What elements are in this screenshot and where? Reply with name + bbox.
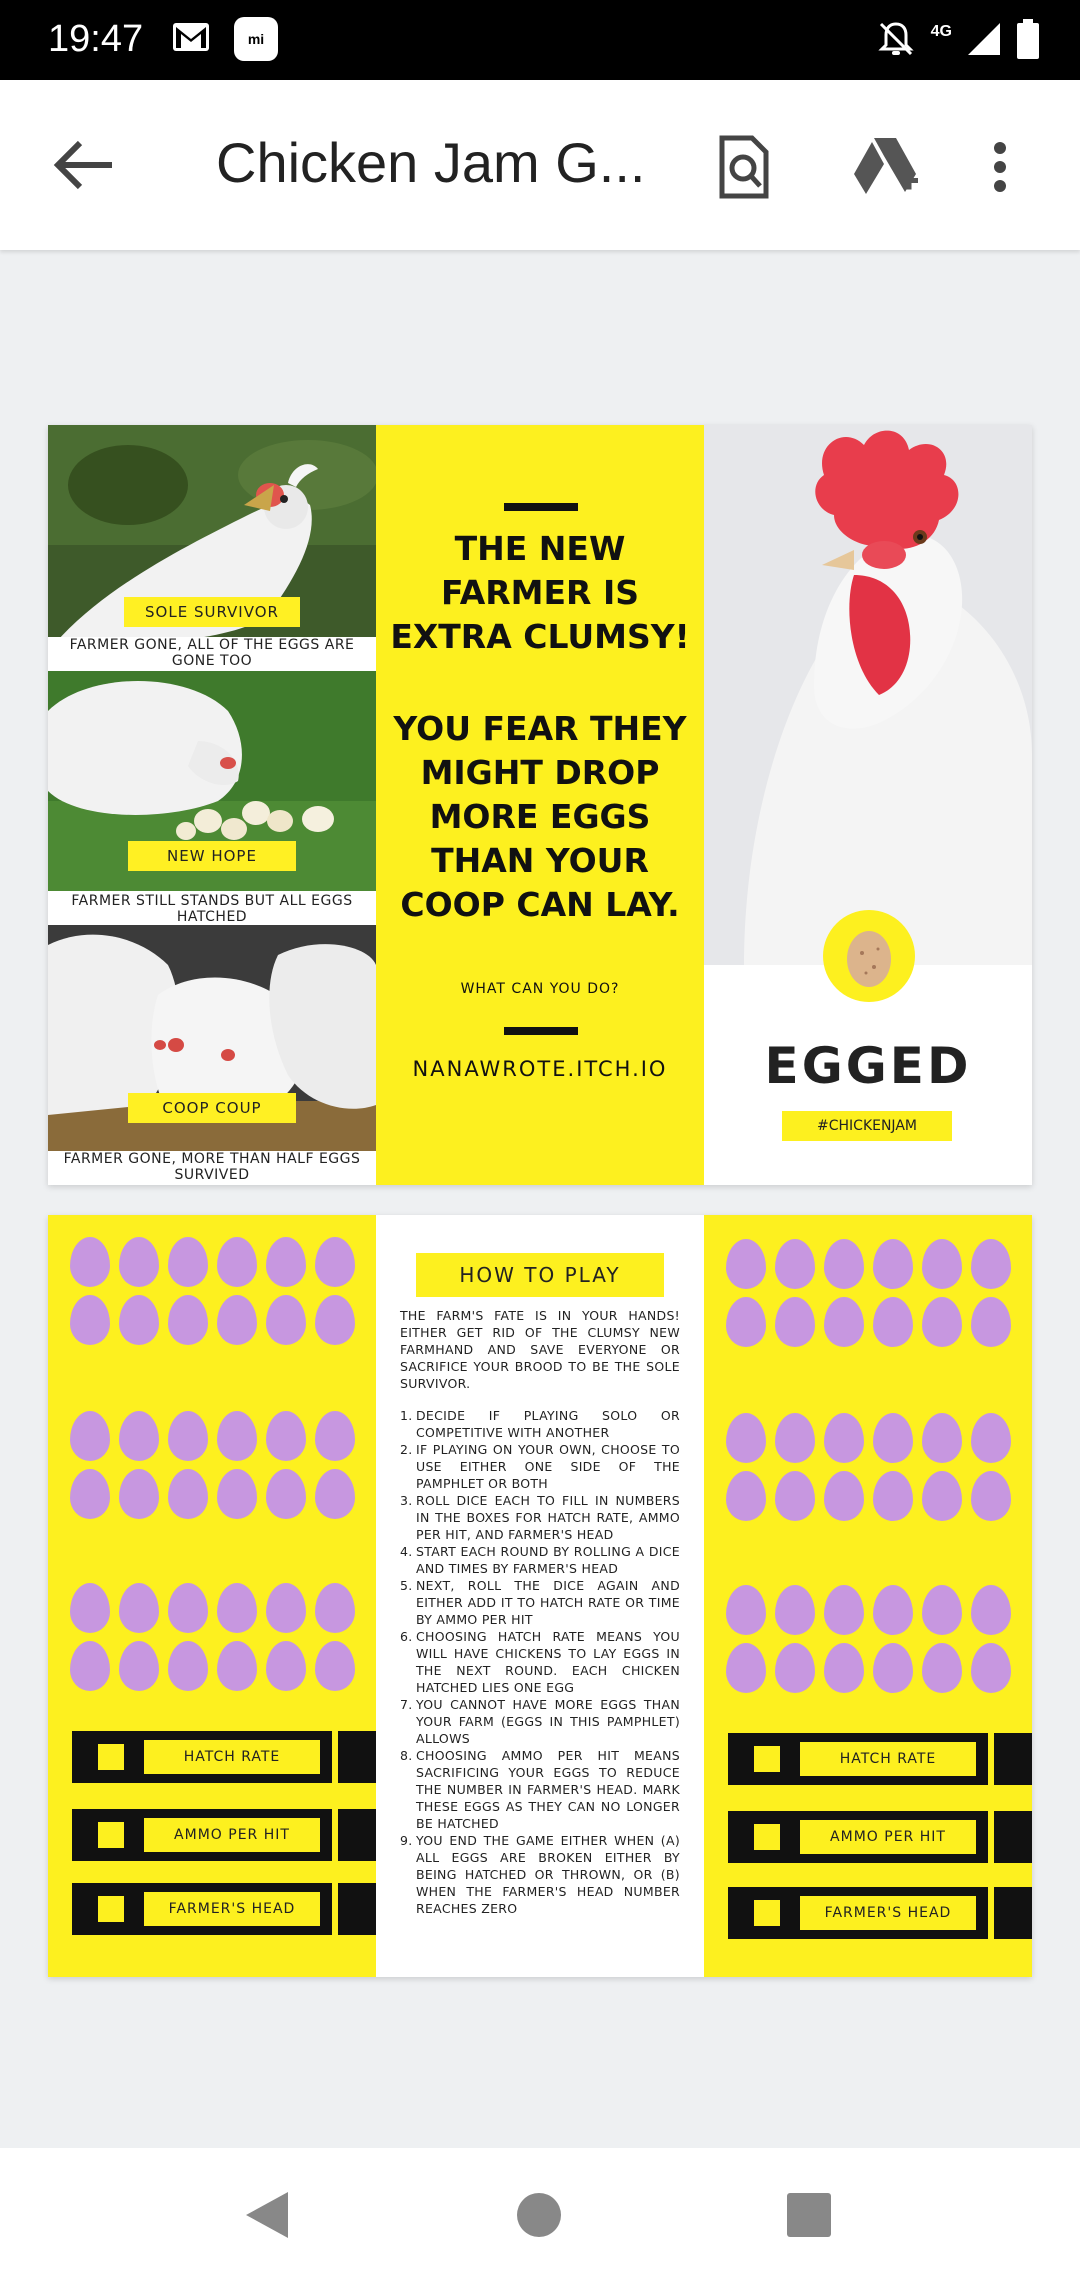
more-vert-icon[interactable] — [980, 132, 1020, 202]
mi-label: mi — [247, 31, 265, 47]
rule-item: 3. ROLL DICE EACH TO FILL IN NUMBERS IN THE BOXES FOR HATCH RATE, AMMO PER HIT, AND FARMER'S HEAD — [400, 1493, 680, 1542]
stat-value-box[interactable] — [98, 1822, 124, 1848]
battery-icon — [1016, 18, 1040, 60]
ending-caption: FARMER STILL STANDS BUT ALL EGGS HATCHED — [48, 893, 376, 925]
egg-checkbox[interactable] — [971, 1471, 1011, 1521]
photo-coop-coup — [48, 925, 376, 1185]
egg-checkbox[interactable] — [873, 1585, 913, 1635]
egg-checkbox[interactable] — [971, 1643, 1011, 1693]
egg-checkbox[interactable] — [922, 1643, 962, 1693]
egg-checkbox[interactable] — [922, 1297, 962, 1347]
egg-checkbox[interactable] — [168, 1641, 208, 1691]
headline-clumsy: THE NEW FARMER IS EXTRA CLUMSY! — [390, 529, 690, 656]
stat-row-ammo — [728, 1811, 988, 1863]
egg-checkbox[interactable] — [971, 1413, 1011, 1463]
egg-checkbox[interactable] — [922, 1239, 962, 1289]
rule-item: 9. YOU END THE GAME EITHER WHEN (A) ALL EGGS ARE BROKEN EITHER BY BEING HATCHED OR THROWN, OR (B) WHEN THE FARMER'S HEAD NUMBER REACHES ZERO — [400, 1833, 680, 1916]
egg-tracker-right — [704, 1215, 1032, 1977]
chicken-photo-2 — [48, 671, 376, 925]
intro-text: THE FARM'S FATE IS IN YOUR HANDS! EITHER GET RID OF THE CLUMSY NEW FARMHAND AND SAVE EVERYONE OR SACRIFICE YOUR BROOD TO BE THE SOLE SURVIVOR. — [400, 1308, 680, 1391]
egg-checkbox[interactable] — [266, 1583, 306, 1633]
egg-checkbox[interactable] — [824, 1239, 864, 1289]
egg-checkbox[interactable] — [922, 1413, 962, 1463]
egg-checkbox[interactable] — [922, 1471, 962, 1521]
egg-checkbox[interactable] — [217, 1411, 257, 1461]
system-nav-bar — [0, 2148, 1080, 2280]
egg-checkbox[interactable] — [168, 1583, 208, 1633]
stat-label: HATCH RATE — [800, 1742, 976, 1776]
egg-checkbox[interactable] — [315, 1469, 355, 1519]
stat-value-box[interactable] — [754, 1900, 780, 1926]
egg-checkbox[interactable] — [119, 1641, 159, 1691]
egg-checkbox[interactable] — [873, 1643, 913, 1693]
ending-tag: NEW HOPE — [128, 841, 296, 871]
headline-fear: YOU FEAR THEY MIGHT DROP MORE EGGS THAN YOUR COOP CAN LAY. — [393, 709, 687, 924]
cover-panel — [704, 425, 1032, 1185]
mi-app-icon — [234, 17, 278, 61]
pamphlet-page-front — [48, 425, 1032, 1185]
egg-checkbox[interactable] — [971, 1297, 1011, 1347]
photo-sole-survivor — [48, 425, 376, 671]
ending-tag: SOLE SURVIVOR — [124, 597, 300, 627]
add-to-drive-icon[interactable] — [850, 132, 920, 202]
egg-checkbox[interactable] — [824, 1297, 864, 1347]
rule-item: 6. CHOOSING HATCH RATE MEANS YOU WILL HAVE CHICKENS TO LAY EGGS IN THE NEXT ROUND. EACH CHICKEN HATCHED LIES ONE EGG — [400, 1629, 680, 1695]
stat-value-box[interactable] — [98, 1744, 124, 1770]
egg-checkbox[interactable] — [168, 1237, 208, 1287]
app-bar — [0, 80, 1080, 250]
egg-checkbox[interactable] — [824, 1643, 864, 1693]
egg-checkbox[interactable] — [266, 1237, 306, 1287]
stat-value-box[interactable] — [754, 1746, 780, 1772]
stat-row-extension — [338, 1731, 376, 1783]
egg-checkbox[interactable] — [119, 1411, 159, 1461]
stat-row-farmers-head — [72, 1883, 332, 1935]
egg-checkbox[interactable] — [873, 1471, 913, 1521]
egg-checkbox[interactable] — [873, 1413, 913, 1463]
egg-checkbox[interactable] — [971, 1585, 1011, 1635]
egg-checkbox[interactable] — [119, 1295, 159, 1345]
divider — [504, 503, 578, 511]
nav-recents-icon[interactable] — [786, 2192, 832, 2238]
headline-panel — [376, 425, 704, 1185]
egg-tracker-left — [48, 1215, 376, 1977]
stat-row-extension — [994, 1887, 1032, 1939]
egg-checkbox[interactable] — [119, 1583, 159, 1633]
stat-row-ammo — [72, 1809, 332, 1861]
signal-icon — [966, 21, 1002, 57]
egg-checkbox[interactable] — [266, 1295, 306, 1345]
egg-checkbox[interactable] — [70, 1641, 110, 1691]
stat-row-extension — [994, 1811, 1032, 1863]
ending-tag: COOP COUP — [128, 1093, 296, 1123]
rule-item: 4. START EACH ROUND BY ROLLING A DICE AND TIMES BY FARMER'S HEAD — [400, 1544, 680, 1576]
nav-home-icon[interactable] — [516, 2192, 562, 2238]
status-icons — [875, 18, 1040, 60]
status-bar — [0, 0, 1080, 80]
egg-checkbox[interactable] — [70, 1411, 110, 1461]
egg-checkbox[interactable] — [775, 1643, 815, 1693]
egg-checkbox[interactable] — [168, 1411, 208, 1461]
network-type: 4G — [930, 23, 952, 40]
egg-checkbox[interactable] — [315, 1641, 355, 1691]
egg-checkbox[interactable] — [726, 1239, 766, 1289]
egg-checkbox[interactable] — [266, 1411, 306, 1461]
egg-checkbox[interactable] — [315, 1295, 355, 1345]
egg-checkbox[interactable] — [315, 1411, 355, 1461]
stat-value-box[interactable] — [98, 1896, 124, 1922]
nav-back-icon[interactable] — [244, 2190, 290, 2240]
stat-label: FARMER'S HEAD — [144, 1892, 320, 1926]
stat-row-extension — [338, 1809, 376, 1861]
egg-checkbox[interactable] — [70, 1583, 110, 1633]
egg-checkbox[interactable] — [266, 1469, 306, 1519]
document-title: Chicken Jam G... — [216, 131, 646, 194]
egg-checkbox[interactable] — [266, 1641, 306, 1691]
stat-label: AMMO PER HIT — [800, 1820, 976, 1854]
egg-checkbox[interactable] — [873, 1297, 913, 1347]
egg-emblem-icon — [822, 909, 916, 1003]
photo-new-hope — [48, 671, 376, 925]
egg-checkbox[interactable] — [775, 1297, 815, 1347]
arrow-left-icon[interactable] — [50, 135, 120, 195]
egg-checkbox[interactable] — [217, 1237, 257, 1287]
egg-checkbox[interactable] — [217, 1469, 257, 1519]
mute-bell-icon — [875, 18, 917, 60]
egg-checkbox[interactable] — [119, 1469, 159, 1519]
egg-checkbox[interactable] — [217, 1583, 257, 1633]
egg-checkbox[interactable] — [70, 1237, 110, 1287]
stat-label: FARMER'S HEAD — [800, 1896, 976, 1930]
egg-checkbox[interactable] — [775, 1239, 815, 1289]
egg-checkbox[interactable] — [726, 1643, 766, 1693]
egg-checkbox[interactable] — [873, 1239, 913, 1289]
egg-checkbox[interactable] — [70, 1469, 110, 1519]
stat-row-hatch-rate — [72, 1731, 332, 1783]
rules-panel — [376, 1215, 704, 1977]
egg-checkbox[interactable] — [824, 1585, 864, 1635]
website-url: NANAWROTE.ITCH.IO — [412, 1057, 668, 1081]
stat-row-extension — [338, 1883, 376, 1935]
status-time: 19:47 — [48, 18, 144, 60]
egg-checkbox[interactable] — [971, 1239, 1011, 1289]
ending-caption: FARMER GONE, ALL OF THE EGGS ARE GONE TOO — [48, 637, 376, 669]
egg-checkbox[interactable] — [775, 1413, 815, 1463]
hashtag-badge: #CHICKENJAM — [782, 1111, 952, 1141]
egg-checkbox[interactable] — [726, 1297, 766, 1347]
egg-checkbox[interactable] — [775, 1471, 815, 1521]
rule-item: 8. CHOOSING AMMO PER HIT MEANS SACRIFICING YOUR EGGS TO REDUCE THE NUMBER IN FARMER'S HEAD. MARK THESE EGGS AS THEY CAN NO LONGER BE HATCHED — [400, 1748, 680, 1831]
egg-checkbox[interactable] — [726, 1585, 766, 1635]
how-to-play-heading: HOW TO PLAY — [416, 1253, 664, 1297]
stat-row-farmers-head — [728, 1887, 988, 1939]
rule-item: 5. NEXT, ROLL THE DICE AGAIN AND EITHER ADD IT TO HATCH RATE OR TIME BY AMMO PER HIT — [400, 1578, 680, 1627]
stat-label: AMMO PER HIT — [144, 1818, 320, 1852]
egg-checkbox[interactable] — [726, 1413, 766, 1463]
question-text: WHAT CAN YOU DO? — [460, 981, 620, 997]
stat-value-box[interactable] — [754, 1824, 780, 1850]
egg-checkbox[interactable] — [70, 1295, 110, 1345]
chicken-photo-1 — [48, 425, 376, 671]
egg-checkbox[interactable] — [217, 1641, 257, 1691]
egg-checkbox[interactable] — [315, 1583, 355, 1633]
rule-item: 7. YOU CANNOT HAVE MORE EGGS THAN YOUR FARM (EGGS IN THIS PAMPHLET) ALLOWS — [400, 1697, 680, 1746]
rules-list — [400, 1407, 680, 1917]
egg-checkbox[interactable] — [315, 1237, 355, 1287]
rule-item: 2. IF PLAYING ON YOUR OWN, CHOOSE TO USE EITHER ONE SIDE OF THE PAMPHLET OR BOTH — [400, 1442, 680, 1491]
rule-item: 1. DECIDE IF PLAYING SOLO OR COMPETITIVE WITH ANOTHER — [400, 1408, 680, 1440]
pamphlet-page-back — [48, 1215, 1032, 1977]
egg-checkbox[interactable] — [922, 1585, 962, 1635]
egg-checkbox[interactable] — [726, 1471, 766, 1521]
find-in-page-icon[interactable] — [708, 132, 778, 202]
egg-checkbox[interactable] — [775, 1585, 815, 1635]
game-title: EGGED — [764, 1037, 972, 1095]
stat-label: HATCH RATE — [144, 1740, 320, 1774]
egg-checkbox[interactable] — [824, 1413, 864, 1463]
rooster-photo — [704, 425, 1032, 965]
egg-checkbox[interactable] — [119, 1237, 159, 1287]
ending-caption: FARMER GONE, MORE THAN HALF EGGS SURVIVED — [48, 1151, 376, 1183]
chicken-photo-3 — [48, 925, 376, 1185]
stat-row-extension — [994, 1733, 1032, 1785]
stat-row-hatch-rate — [728, 1733, 988, 1785]
divider — [504, 1027, 578, 1035]
egg-checkbox[interactable] — [168, 1295, 208, 1345]
gmail-icon — [172, 22, 210, 52]
egg-checkbox[interactable] — [217, 1295, 257, 1345]
egg-checkbox[interactable] — [168, 1469, 208, 1519]
egg-checkbox[interactable] — [824, 1471, 864, 1521]
